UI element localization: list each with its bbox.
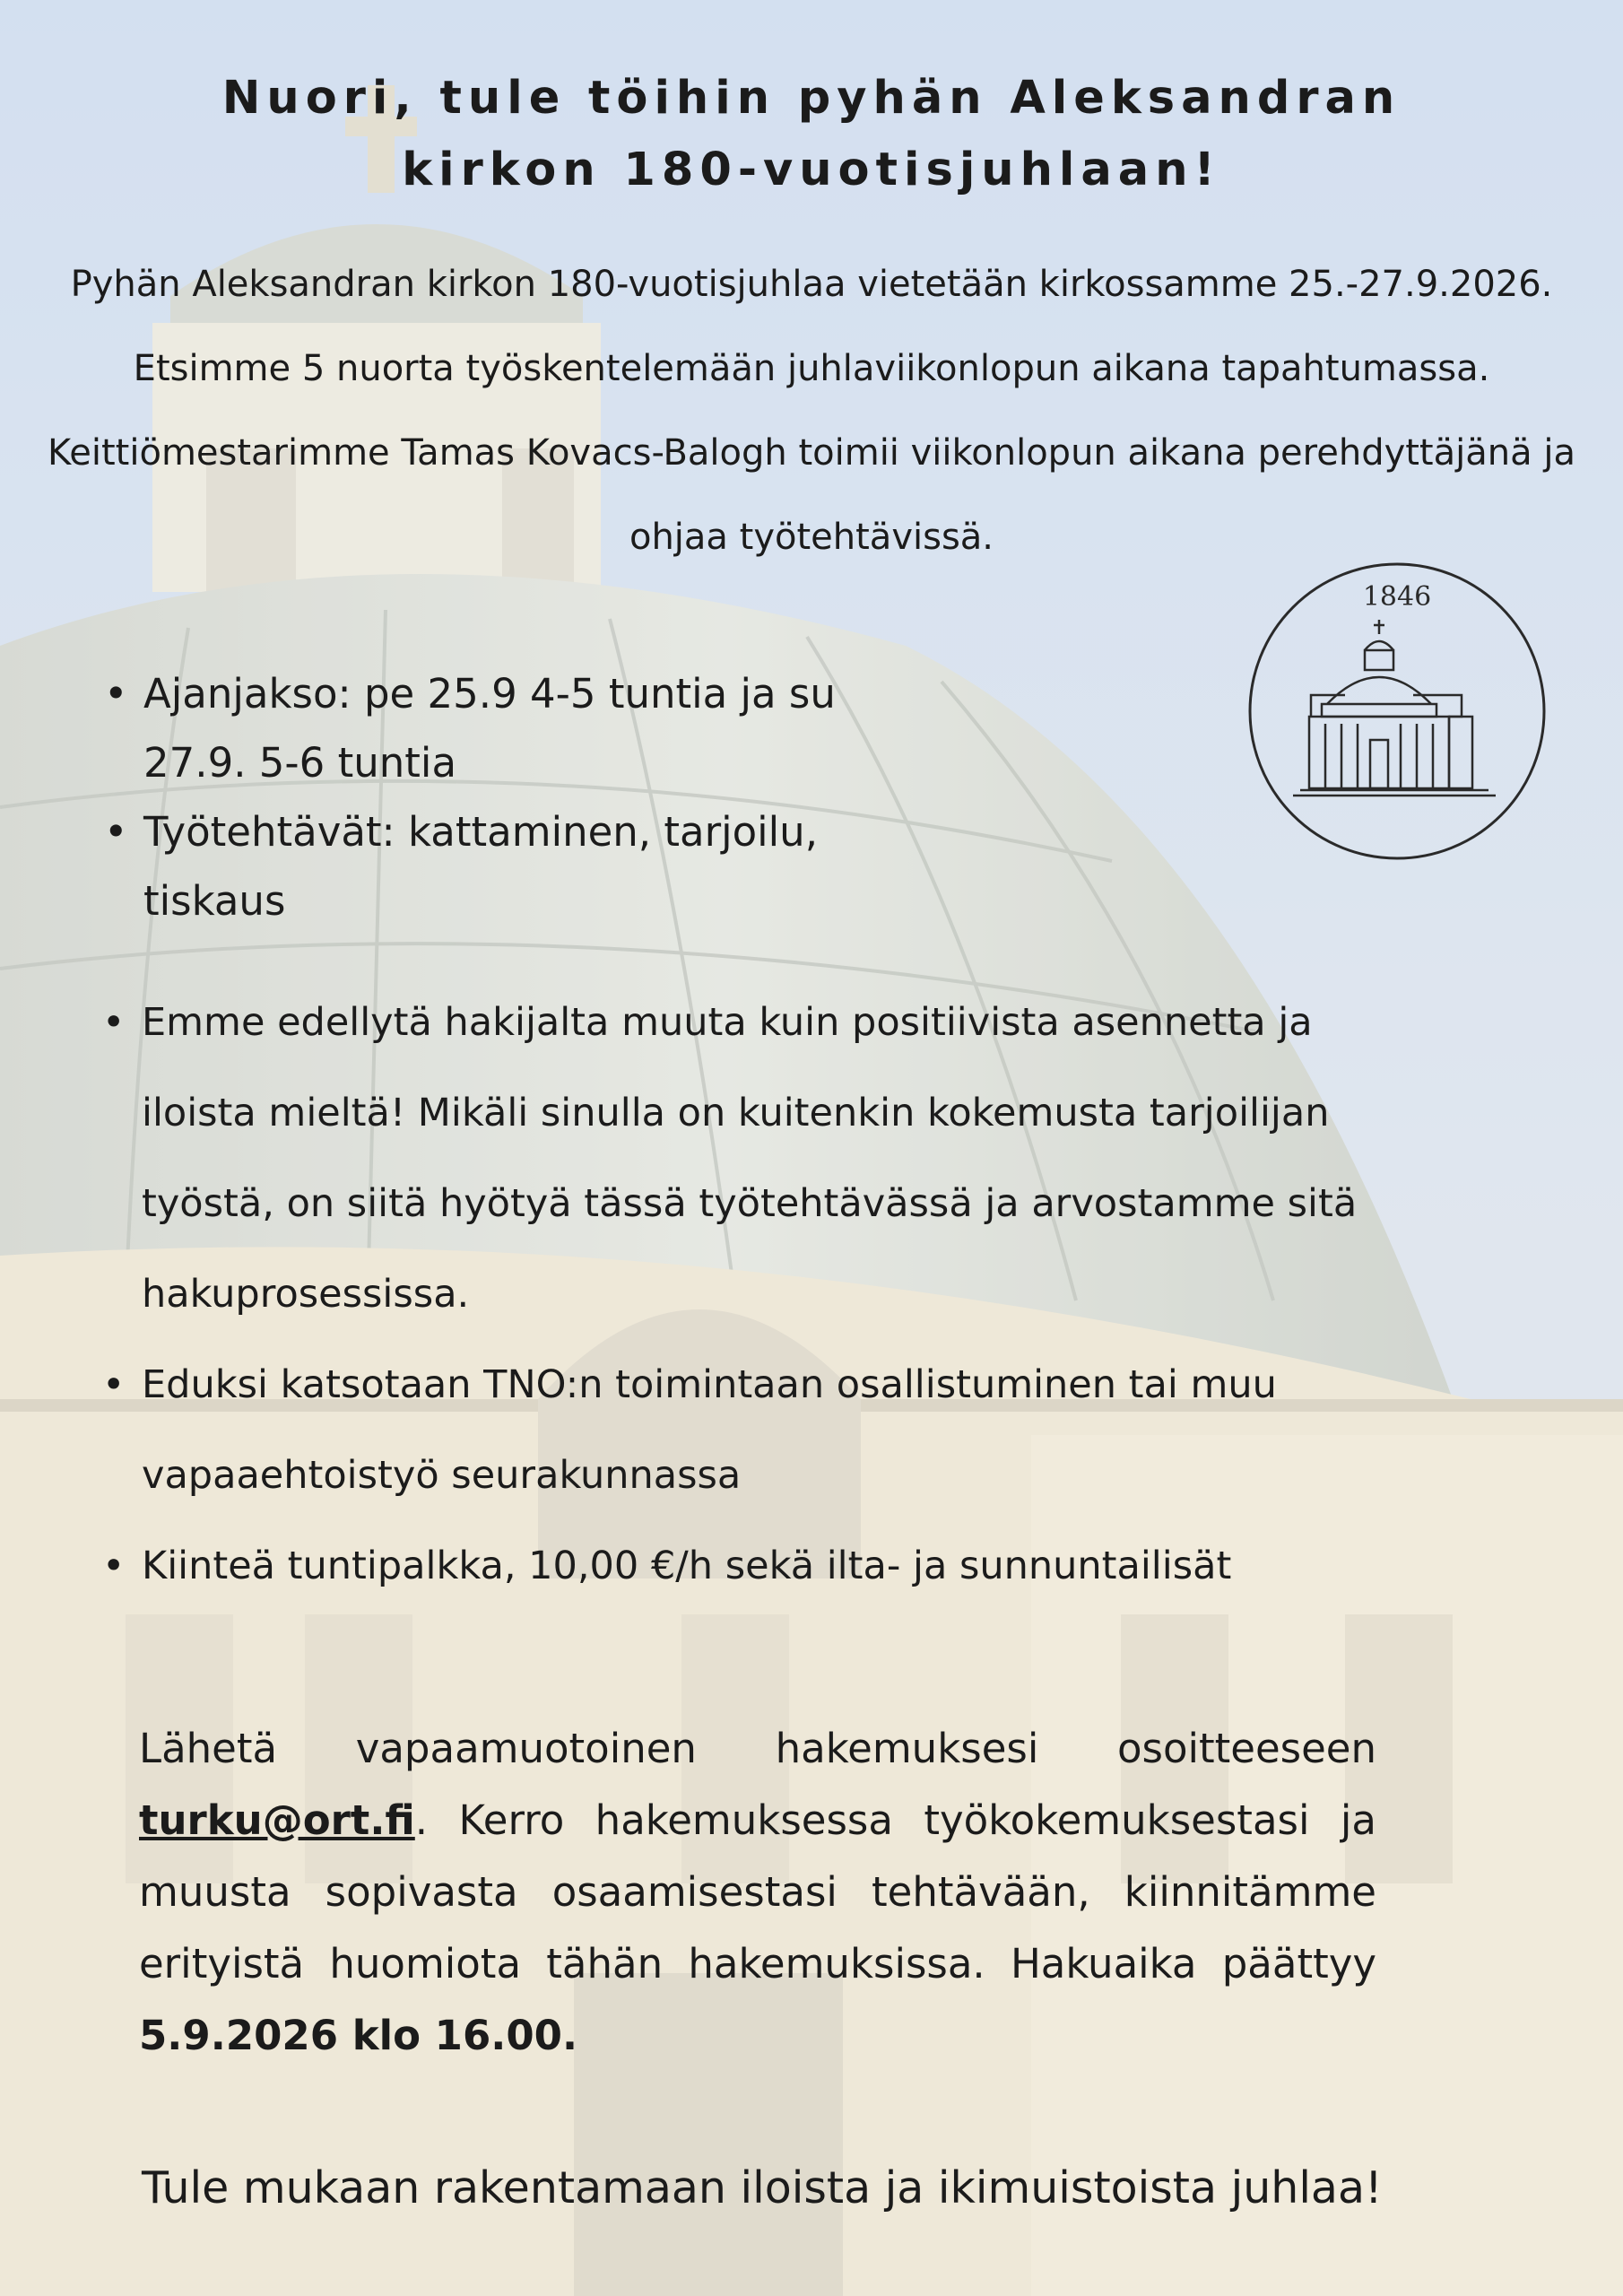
list-item: • Emme edellytä hakijalta muuta kuin positiivista asennetta ja iloista mieltä! Mikäli sinulla on kuitenkin kokemusta tarjoilijan työstä, on siitä hyötyä tässä työtehtävässä ja arvostamme sitä hakuprosessissa. xyxy=(142,978,1379,1340)
list-item: • Ajanjakso: pe 25.9 4-5 tuntia ja su 27.9. 5-6 tuntia xyxy=(143,659,950,797)
seal-year: 1846 xyxy=(1362,581,1432,613)
title-line-2: kirkon 180-vuotisjuhlaan! xyxy=(402,144,1221,196)
church-seal-icon xyxy=(1246,561,1548,862)
apply-text-1: Lähetä vapaamuotoinen hakemuksesi osoitteeseen xyxy=(139,1725,1376,1772)
poster-title xyxy=(0,63,1623,206)
list-item: • Kiinteä tuntipalkka, 10,00 €/h sekä ilta- ja sunnuntailisät xyxy=(142,1521,1379,1612)
list-item: • Eduksi katsotaan TNO:n toimintaan osallistuminen tai muu vapaaehtoistyö seurakunnassa xyxy=(142,1340,1379,1521)
details-list xyxy=(143,659,950,935)
application-paragraph xyxy=(139,1713,1376,2072)
list-item: • Työtehtävät: kattaminen, tarjoilu, tiskaus xyxy=(143,797,950,935)
apply-text-2: . Kerro hakemuksessa työkokemuksestasi ja muusta sopivasta osaamisestasi tehtävään, kiinnitämme erityistä huomiota tähän hakemuksissa. Hakuaika päättyy xyxy=(139,1796,1376,1987)
deadline: 5.9.2026 klo 16.00. xyxy=(139,2012,578,2059)
closing-line: Tule mukaan rakentamaan iloista ja ikimuistoista juhlaa! xyxy=(142,2162,1383,2213)
email-link[interactable]: turku@ort.fi xyxy=(139,1796,415,1844)
requirements-list xyxy=(142,978,1379,1612)
title-line-1: Nuori, tule töihin pyhän Aleksandran xyxy=(221,72,1402,125)
intro-paragraph: Pyhän Aleksandran kirkon 180-vuotisjuhlaa vietetään kirkossamme 25.-27.9.2026. Etsimme 5 nuorta työskentelemään juhlaviikonlopun aikana tapahtumassa. Keittiömestarimme Tamas Kovacs-Balogh toimii viikonlopun aikana perehdyttäjänä ja ohjaa työtehtävissä. xyxy=(48,264,1575,558)
